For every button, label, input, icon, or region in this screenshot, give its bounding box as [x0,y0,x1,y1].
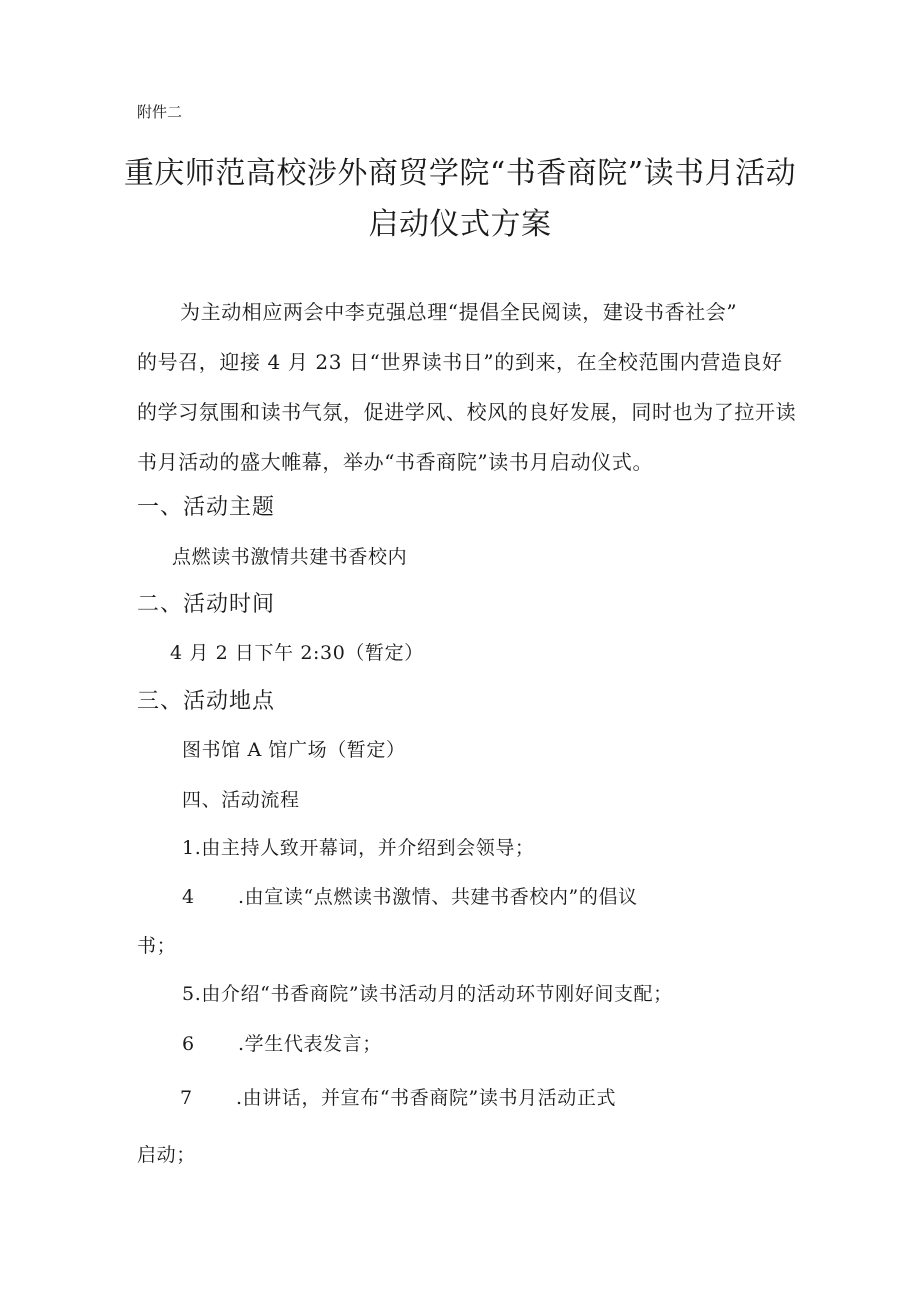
place-text: 图书馆 A 馆广场（暂定） [182,739,406,761]
process-item-7 [180,1083,616,1110]
section-heading-place: 三、活动地点 [137,689,276,714]
process-item-7-number: 7 [180,1087,193,1109]
intro-line-4: 书月活动的盛大帷幕，举办“书香商院”读书月启动仪式。 [137,450,654,474]
intro-line-1: 为主动相应两会中李克强总理“提倡全民阅读，建设书香社会” [180,300,738,324]
process-item-6-number: 6 [182,1033,195,1055]
intro-line-2: 的号召，迎接 4 月 23 日“世界读书日”的到来，在全校范围内营造良好 [137,350,783,374]
process-item-1: 1.由主持人致开幕词，并介绍到会领导； [182,837,535,859]
time-text: 4 月 2 日下午 2:30（暂定） [170,642,424,664]
process-item-5: 5.由介绍“书香商院”读书活动月的活动环节刚好间支配； [182,983,673,1005]
process-item-6-text: .学生代表发言； [238,1033,382,1055]
process-item-4 [182,882,638,909]
process-item-6 [182,1029,382,1056]
section-heading-time: 二、活动时间 [137,592,276,617]
page-title-line2: 启动仪式方案 [368,207,552,242]
process-item-7-text: .由讲话，并宣布“书香商院”读书月活动正式 [236,1087,617,1109]
theme-text: 点燃读书激情共建书香校内 [172,546,408,568]
process-item-4-text: .由宣读“点燃读书激情、共建书香校内”的倡议 [238,886,638,908]
attachment-label: 附件二 [137,103,183,121]
page-title-line1: 重庆师范高校涉外商贸学院“书香商院”读书月活动 [123,156,797,191]
section-heading-theme: 一、活动主题 [137,495,276,520]
process-item-7-continuation: 启动； [137,1144,196,1166]
process-item-4-number: 4 [182,886,195,908]
intro-line-3: 的学习氛围和读书气氛，促进学风、校风的良好发展，同时也为了拉开读 [137,400,797,424]
section-heading-process: 四、活动流程 [182,789,300,811]
process-item-4-continuation: 书； [137,935,177,957]
